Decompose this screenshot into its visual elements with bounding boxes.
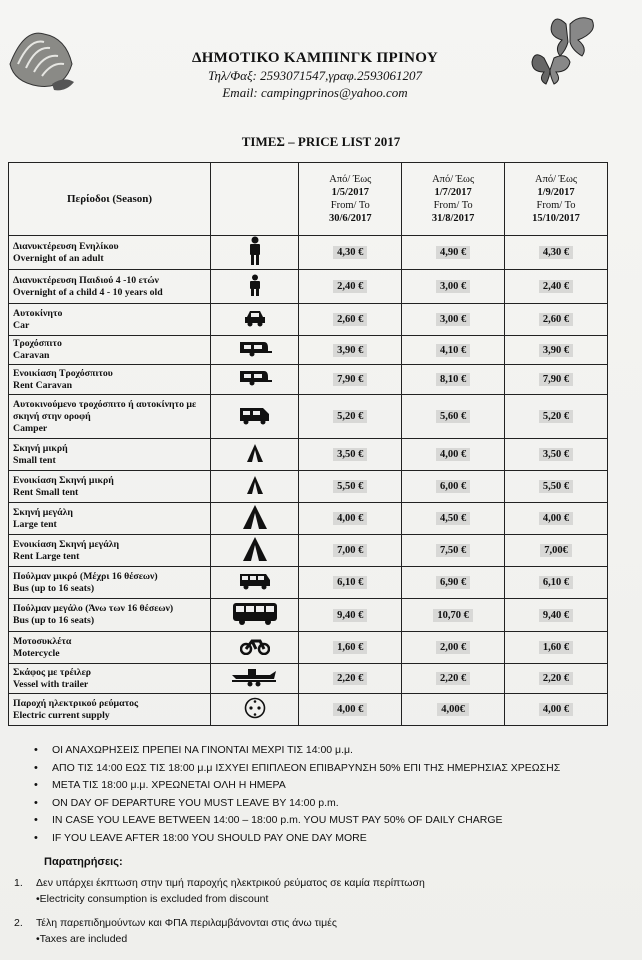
row-icon-cell — [211, 503, 299, 535]
price-value: 8,10 € — [436, 373, 470, 386]
price-cell — [402, 567, 505, 599]
price-value: 9,40 € — [333, 609, 367, 622]
row-icon-cell — [211, 599, 299, 632]
page-title: TIMEΣ – PRICE LIST 2017 — [241, 134, 401, 149]
price-cell — [505, 304, 608, 336]
price-value: 6,10 € — [333, 576, 367, 589]
price-value: 7,00€ — [540, 544, 572, 557]
table-row — [9, 365, 608, 395]
price-value: 3,50 € — [333, 448, 367, 461]
price-value: 2,20 € — [539, 672, 573, 685]
table-row — [9, 503, 608, 535]
row-icon-cell — [211, 236, 299, 270]
row-label: Ενοικίαση Σκηνή μεγάλη Rent Large tent — [9, 535, 211, 567]
small-tent-icon — [246, 475, 264, 498]
price-cell — [402, 471, 505, 503]
row-icon-cell — [211, 365, 299, 395]
price-value: 2,20 € — [333, 672, 367, 685]
row-icon-cell — [211, 535, 299, 567]
seashell-icon — [4, 24, 78, 94]
row-label: Ενοικίαση Σκηνή μικρή Rent Small tent — [9, 471, 211, 503]
price-cell — [505, 471, 608, 503]
price-value: 5,60 € — [436, 410, 470, 423]
row-icon-cell — [211, 567, 299, 599]
remark-translation: •Taxes are included — [36, 933, 128, 945]
price-value: 6,00 € — [436, 480, 470, 493]
price-cell — [402, 270, 505, 304]
price-cell — [402, 439, 505, 471]
price-value: 4,00€ — [437, 703, 469, 716]
price-cell — [299, 439, 402, 471]
price-value: 7,90 € — [333, 373, 367, 386]
price-value: 7,00 € — [333, 544, 367, 557]
price-cell — [402, 395, 505, 439]
row-icon-cell — [211, 395, 299, 439]
price-cell — [505, 664, 608, 694]
electric-socket-icon — [244, 697, 266, 722]
phone-line: Τηλ/Φαξ: 2593071547,γραφ.2593061207 — [208, 68, 422, 83]
price-cell — [299, 535, 402, 567]
table-row — [9, 439, 608, 471]
large-bus-icon — [232, 602, 278, 629]
price-value: 2,00 € — [436, 641, 470, 654]
price-value: 5,20 € — [539, 410, 573, 423]
price-cell — [299, 599, 402, 632]
price-cell — [505, 535, 608, 567]
note-item: • ΟΙ ΑΝΑΧΩΡΗΣΕΙΣ ΠΡΕΠΕΙ ΝΑ ΓΙΝΟΝΤΑΙ ΜΕΧΡΙ ΤΙΣ 14:00 μ.μ. — [34, 742, 560, 760]
period-header: Από/ Έως 1/7/2017 From/ To 31/8/2017 — [402, 163, 505, 236]
row-icon-cell — [211, 694, 299, 726]
row-label: Αυτοκίνητο Car — [9, 304, 211, 336]
price-value: 4,00 € — [539, 703, 573, 716]
price-cell — [299, 567, 402, 599]
price-cell — [505, 365, 608, 395]
price-value: 3,90 € — [539, 344, 573, 357]
price-value: 4,30 € — [333, 246, 367, 259]
price-value: 4,00 € — [539, 512, 573, 525]
row-icon-cell — [211, 471, 299, 503]
adult-icon — [247, 236, 263, 269]
large-tent-icon — [242, 536, 268, 565]
large-tent-icon — [242, 504, 268, 533]
price-value: 4,10 € — [436, 344, 470, 357]
table-row — [9, 336, 608, 365]
org-name: ΔΗΜΟΤΙΚΟ ΚΑΜΠΙΝΓΚ ΠΡΙΝΟΥ — [192, 50, 438, 66]
camping-header — [150, 50, 480, 101]
departure-notes — [34, 742, 560, 847]
child-icon — [248, 274, 262, 299]
car-icon — [244, 309, 266, 330]
period-header: Από/ Έως 1/5/2017 From/ To 30/6/2017 — [299, 163, 402, 236]
price-cell — [299, 336, 402, 365]
row-icon-cell — [211, 664, 299, 694]
price-value: 1,60 € — [333, 641, 367, 654]
price-cell — [505, 567, 608, 599]
email-line: Email: campingprinos@yahoo.com — [222, 85, 408, 100]
period-header: Από/ Έως 1/9/2017 From/ To 15/10/2017 — [505, 163, 608, 236]
price-cell — [505, 632, 608, 664]
price-cell — [402, 236, 505, 270]
price-value: 4,00 € — [333, 703, 367, 716]
price-cell — [402, 535, 505, 567]
note-item: • ΜΕΤΑ ΤΙΣ 18:00 μ.μ. ΧΡΕΩΝΕΤΑΙ ΟΛΗ Η ΗΜΕΡΑ — [34, 777, 560, 795]
price-value: 3,00 € — [436, 280, 470, 293]
row-label: Αυτοκινούμενο τροχόσπιτο ή αυτοκίνητο με σκηνή στην οροφή Camper — [9, 395, 211, 439]
row-icon-cell — [211, 439, 299, 471]
table-row — [9, 270, 608, 304]
price-value: 4,50 € — [436, 512, 470, 525]
season-header: Περίοδοι (Season) — [9, 163, 211, 236]
price-cell — [299, 395, 402, 439]
caravan-icon — [238, 369, 272, 390]
price-value: 3,00 € — [436, 313, 470, 326]
price-cell — [505, 270, 608, 304]
note-item: • ΑΠΟ ΤΙΣ 14:00 ΕΩΣ ΤΙΣ 18:00 μ.μ ΙΣΧΥΕΙ ΕΠΙΠΛΕΟΝ ΕΠΙΒΑΡΥΝΣΗ 50% ΕΠΙ ΤΗΣ ΗΜΕΡΗΣΙΑΣ ΧΡΕΩΣΗΣ — [34, 760, 560, 778]
caravan-icon — [238, 340, 272, 361]
price-cell — [505, 694, 608, 726]
price-cell — [505, 503, 608, 535]
price-value: 4,00 € — [333, 512, 367, 525]
row-icon-cell — [211, 270, 299, 304]
row-label: Τροχόσπιτο Caravan — [9, 336, 211, 365]
price-value: 10,70 € — [433, 609, 473, 622]
remark-item: 1. Δεν υπάρχει έκπτωση στην τιμή παροχής ηλεκτρικού ρεύματος σε καμία περίπτωση — [14, 877, 425, 889]
row-label: Ενοικίαση Τροχόσπιτου Rent Caravan — [9, 365, 211, 395]
table-row — [9, 395, 608, 439]
table-row — [9, 664, 608, 694]
row-label: Παροχή ηλεκτρικού ρεύματος Electric current supply — [9, 694, 211, 726]
row-label: Διανυκτέρευση Ενηλίκου Overnight of an adult — [9, 236, 211, 270]
price-value: 2,40 € — [539, 280, 573, 293]
note-item: • IF YOU LEAVE AFTER 18:00 YOU SHOULD PAY ONE DAY MORE — [34, 830, 560, 848]
price-value: 5,50 € — [333, 480, 367, 493]
price-value: 3,50 € — [539, 448, 573, 461]
note-item: • IN CASE YOU LEAVE BETWEEN 14:00 – 18:00 p.m. YOU MUST PAY 50% OF DAILY CHARGE — [34, 812, 560, 830]
price-value: 4,00 € — [436, 448, 470, 461]
row-icon-cell — [211, 304, 299, 336]
row-label: Διανυκτέρευση Παιδιού 4 -10 ετών Overnight of a child 4 - 10 years old — [9, 270, 211, 304]
price-table — [8, 162, 608, 726]
price-cell — [402, 304, 505, 336]
price-value: 5,20 € — [333, 410, 367, 423]
price-value: 4,90 € — [436, 246, 470, 259]
row-label: Σκάφος με τρέιλερ Vessel with trailer — [9, 664, 211, 694]
price-value: 7,50 € — [436, 544, 470, 557]
price-value: 3,90 € — [333, 344, 367, 357]
price-cell — [402, 336, 505, 365]
price-cell — [402, 365, 505, 395]
row-label: Σκηνή μικρή Small tent — [9, 439, 211, 471]
table-row — [9, 304, 608, 336]
row-label: Σκηνή μεγάλη Large tent — [9, 503, 211, 535]
small-tent-icon — [246, 443, 264, 466]
table-row — [9, 236, 608, 270]
table-row — [9, 535, 608, 567]
note-item: • ON DAY OF DEPARTURE YOU MUST LEAVE BY 14:00 p.m. — [34, 795, 560, 813]
remark-translation: •Electricity consumption is excluded from discount — [36, 893, 269, 905]
price-value: 2,20 € — [436, 672, 470, 685]
price-cell — [402, 632, 505, 664]
row-label: Πούλμαν μεγάλο (Άνω των 16 θέσεων) Bus (up to 16 seats) — [9, 599, 211, 632]
price-cell — [505, 599, 608, 632]
price-cell — [299, 503, 402, 535]
price-cell — [299, 694, 402, 726]
price-value: 6,10 € — [539, 576, 573, 589]
row-icon-cell — [211, 632, 299, 664]
table-row — [9, 694, 608, 726]
row-label: Πούλμαν μικρό (Μέχρι 16 θέσεων) Bus (up to 16 seats) — [9, 567, 211, 599]
price-cell — [299, 365, 402, 395]
price-cell — [299, 632, 402, 664]
table-row — [9, 471, 608, 503]
price-cell — [299, 664, 402, 694]
row-icon-cell — [211, 336, 299, 365]
price-cell — [402, 664, 505, 694]
price-cell — [505, 336, 608, 365]
price-cell — [505, 439, 608, 471]
icon-column-header — [211, 163, 299, 236]
price-cell — [402, 694, 505, 726]
price-value: 9,40 € — [539, 609, 573, 622]
remarks-section — [14, 856, 425, 955]
price-value: 1,60 € — [539, 641, 573, 654]
boat-trailer-icon — [230, 667, 280, 690]
price-cell — [505, 395, 608, 439]
price-value: 2,40 € — [333, 280, 367, 293]
price-value: 7,90 € — [539, 373, 573, 386]
price-cell — [299, 304, 402, 336]
remark-item: 2. Τέλη παρεπιδημούντων και ΦΠΑ περιλαμβάνονται στις άνω τιμές — [14, 917, 337, 929]
price-value: 4,30 € — [539, 246, 573, 259]
camper-icon — [239, 405, 271, 428]
table-row — [9, 567, 608, 599]
price-value: 6,90 € — [436, 576, 470, 589]
price-cell — [299, 270, 402, 304]
price-cell — [299, 471, 402, 503]
remarks-heading: Παρατηρήσεις: — [44, 856, 123, 868]
motorcycle-icon — [240, 637, 270, 658]
row-label: Μοτοσυκλέτα Motercycle — [9, 632, 211, 664]
price-cell — [299, 236, 402, 270]
price-cell — [402, 503, 505, 535]
table-row — [9, 599, 608, 632]
price-value: 2,60 € — [333, 313, 367, 326]
small-bus-icon — [238, 572, 272, 593]
price-cell — [505, 236, 608, 270]
butterflies-icon — [528, 14, 604, 88]
price-value: 2,60 € — [539, 313, 573, 326]
price-cell — [402, 599, 505, 632]
price-value: 5,50 € — [539, 480, 573, 493]
table-row — [9, 632, 608, 664]
